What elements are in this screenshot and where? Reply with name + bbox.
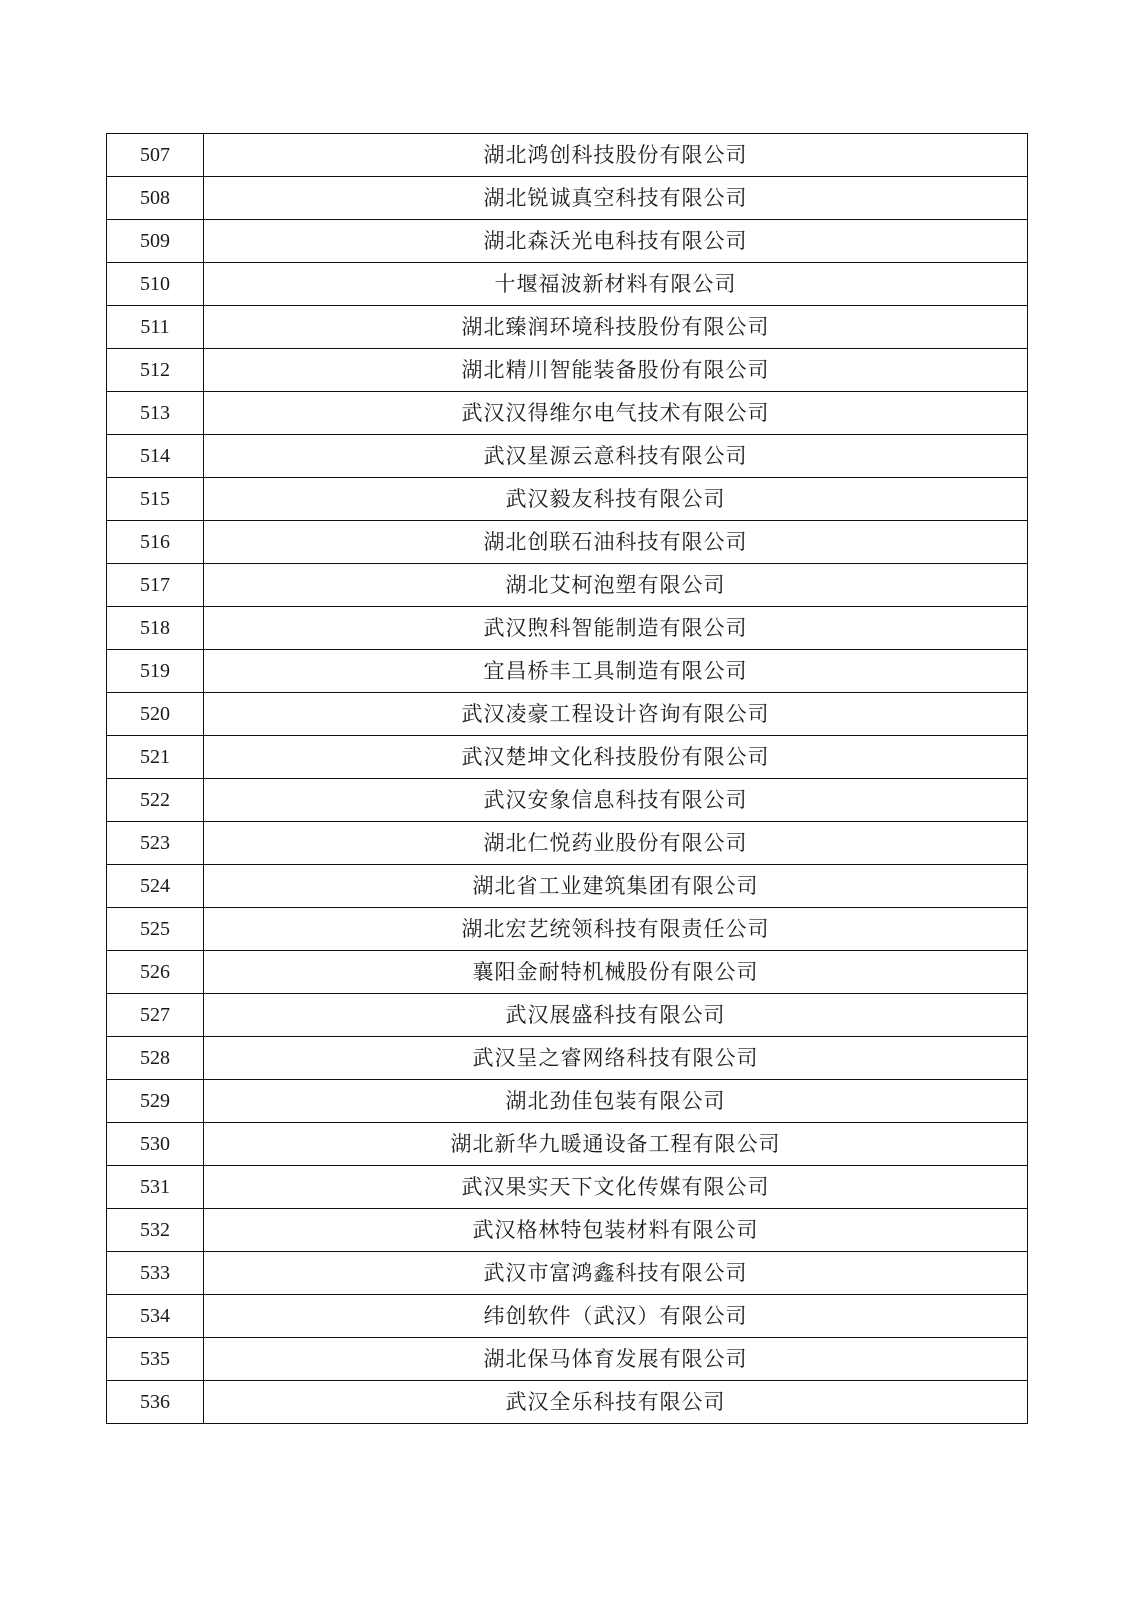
company-name: 湖北省工业建筑集团有限公司	[204, 865, 1028, 908]
company-name: 湖北宏艺统领科技有限责任公司	[204, 908, 1028, 951]
company-name: 武汉格林特包装材料有限公司	[204, 1209, 1028, 1252]
table-row	[107, 478, 1028, 521]
row-number: 534	[107, 1295, 204, 1338]
table-row	[107, 1252, 1028, 1295]
company-name: 湖北精川智能装备股份有限公司	[204, 349, 1028, 392]
row-number: 512	[107, 349, 204, 392]
company-name: 湖北臻润环境科技股份有限公司	[204, 306, 1028, 349]
table-row	[107, 1209, 1028, 1252]
row-number: 516	[107, 521, 204, 564]
row-number: 526	[107, 951, 204, 994]
row-number: 513	[107, 392, 204, 435]
row-number: 533	[107, 1252, 204, 1295]
company-list-body	[107, 134, 1028, 1424]
row-number: 518	[107, 607, 204, 650]
company-name: 湖北创联石油科技有限公司	[204, 521, 1028, 564]
row-number: 519	[107, 650, 204, 693]
company-name: 武汉汉得维尔电气技术有限公司	[204, 392, 1028, 435]
table-row	[107, 435, 1028, 478]
company-name: 湖北森沃光电科技有限公司	[204, 220, 1028, 263]
row-number: 511	[107, 306, 204, 349]
company-name: 武汉果实天下文化传媒有限公司	[204, 1166, 1028, 1209]
company-name: 纬创软件（武汉）有限公司	[204, 1295, 1028, 1338]
row-number: 524	[107, 865, 204, 908]
table-row	[107, 177, 1028, 220]
row-number: 514	[107, 435, 204, 478]
company-name: 湖北劲佳包装有限公司	[204, 1080, 1028, 1123]
table-row	[107, 349, 1028, 392]
table-row	[107, 822, 1028, 865]
company-name: 武汉市富鸿鑫科技有限公司	[204, 1252, 1028, 1295]
row-number: 529	[107, 1080, 204, 1123]
table-row	[107, 736, 1028, 779]
table-row	[107, 951, 1028, 994]
company-name: 宜昌桥丰工具制造有限公司	[204, 650, 1028, 693]
row-number: 510	[107, 263, 204, 306]
company-name: 武汉楚坤文化科技股份有限公司	[204, 736, 1028, 779]
table-row	[107, 779, 1028, 822]
table-row	[107, 1338, 1028, 1381]
company-name: 武汉煦科智能制造有限公司	[204, 607, 1028, 650]
company-name: 湖北仁悦药业股份有限公司	[204, 822, 1028, 865]
table-row	[107, 1123, 1028, 1166]
company-name: 武汉全乐科技有限公司	[204, 1381, 1028, 1424]
table-row	[107, 1381, 1028, 1424]
company-name: 襄阳金耐特机械股份有限公司	[204, 951, 1028, 994]
company-name: 湖北艾柯泡塑有限公司	[204, 564, 1028, 607]
company-name: 武汉毅友科技有限公司	[204, 478, 1028, 521]
row-number: 522	[107, 779, 204, 822]
table-row	[107, 693, 1028, 736]
row-number: 521	[107, 736, 204, 779]
row-number: 509	[107, 220, 204, 263]
row-number: 520	[107, 693, 204, 736]
row-number: 517	[107, 564, 204, 607]
table-row	[107, 220, 1028, 263]
row-number: 532	[107, 1209, 204, 1252]
company-name: 湖北鸿创科技股份有限公司	[204, 134, 1028, 177]
row-number: 530	[107, 1123, 204, 1166]
company-name: 十堰福波新材料有限公司	[204, 263, 1028, 306]
table-row	[107, 263, 1028, 306]
row-number: 527	[107, 994, 204, 1037]
row-number: 525	[107, 908, 204, 951]
table-row	[107, 994, 1028, 1037]
company-name: 武汉星源云意科技有限公司	[204, 435, 1028, 478]
table-row	[107, 392, 1028, 435]
company-list-table	[106, 133, 1028, 1424]
row-number: 507	[107, 134, 204, 177]
table-row	[107, 650, 1028, 693]
company-name: 湖北锐诚真空科技有限公司	[204, 177, 1028, 220]
company-name: 湖北保马体育发展有限公司	[204, 1338, 1028, 1381]
company-name: 武汉凌豪工程设计咨询有限公司	[204, 693, 1028, 736]
company-name: 湖北新华九暖通设备工程有限公司	[204, 1123, 1028, 1166]
company-name: 武汉安象信息科技有限公司	[204, 779, 1028, 822]
row-number: 531	[107, 1166, 204, 1209]
table-row	[107, 908, 1028, 951]
table-row	[107, 865, 1028, 908]
row-number: 515	[107, 478, 204, 521]
row-number: 535	[107, 1338, 204, 1381]
table-row	[107, 1166, 1028, 1209]
row-number: 528	[107, 1037, 204, 1080]
table-row	[107, 521, 1028, 564]
table-row	[107, 1037, 1028, 1080]
row-number: 523	[107, 822, 204, 865]
company-name: 武汉呈之睿网络科技有限公司	[204, 1037, 1028, 1080]
table-row	[107, 1295, 1028, 1338]
table-row	[107, 564, 1028, 607]
table-row	[107, 607, 1028, 650]
table-row	[107, 134, 1028, 177]
company-name: 武汉展盛科技有限公司	[204, 994, 1028, 1037]
table-row	[107, 1080, 1028, 1123]
row-number: 508	[107, 177, 204, 220]
table-row	[107, 306, 1028, 349]
row-number: 536	[107, 1381, 204, 1424]
